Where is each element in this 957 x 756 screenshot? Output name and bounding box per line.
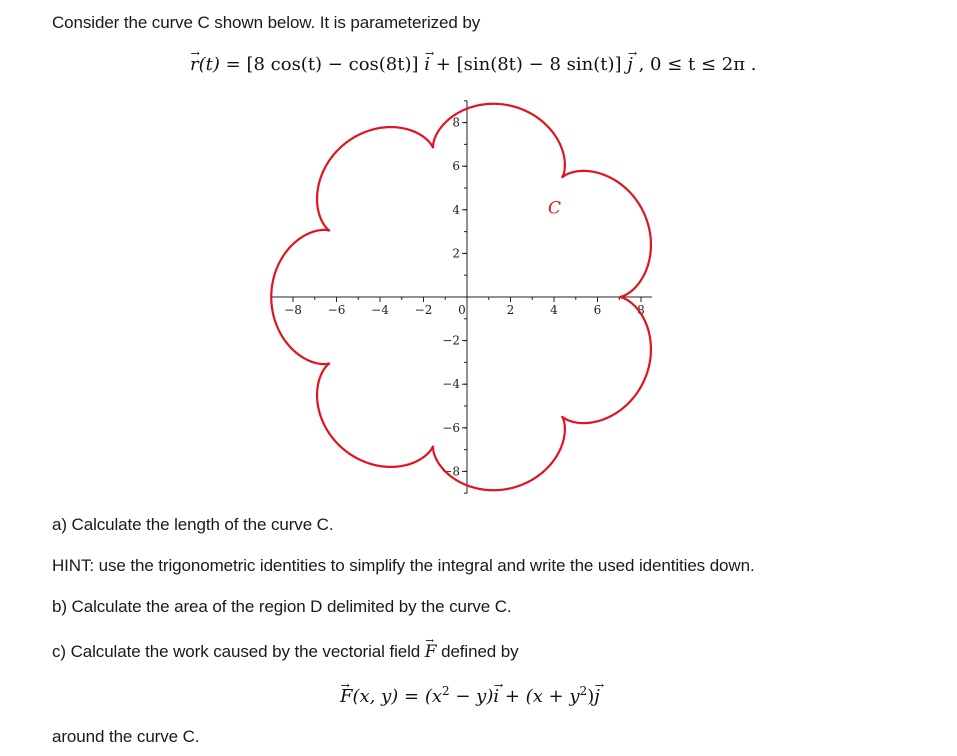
j-unit-vector: → j: [627, 54, 633, 75]
i-unit-vector: → i: [493, 686, 499, 707]
y-tick-label: 8: [452, 115, 460, 130]
vector-field-equation: → F(x, $y) = (x^2 - y)\to i + (x + y^2)\to j$: [340, 684, 600, 707]
y-tick-label: 2: [452, 246, 460, 261]
i-unit-vector: → i: [424, 54, 430, 75]
x-component: [8 cos(t) − cos(8t)]: [246, 54, 419, 75]
y-tick-label: −8: [442, 464, 460, 479]
f-vector-symbol: → F: [340, 686, 353, 707]
parameter-domain: , 0 ≤ t ≤ 2π .: [638, 54, 757, 75]
question-a: a) Calculate the length of the curve C.: [52, 515, 334, 534]
x-tick-label: −8: [284, 303, 302, 317]
x-tick-label: −2: [414, 303, 433, 317]
y-component: [sin(8t) − 8 sin(t)]: [456, 54, 622, 75]
question-c-end: around the curve C.: [52, 727, 200, 746]
plus-sign: +: [435, 54, 451, 75]
x-tick-label: 2: [506, 303, 515, 317]
intro-text: Consider the curve C shown below. It is parameterized by: [52, 13, 481, 32]
x-tick-label: −6: [327, 303, 346, 317]
x-tick-label: 0: [458, 303, 466, 317]
y-tick-label: 6: [452, 159, 460, 174]
y-tick-label: −2: [442, 333, 460, 348]
y-tick-label: 4: [452, 202, 460, 217]
x-tick-label: 6: [593, 303, 602, 317]
plot-axes: [271, 101, 652, 493]
f-vector-symbol: → F: [425, 642, 437, 662]
question-b: b) Calculate the area of the region D delimited by the curve C.: [52, 597, 512, 616]
equals-sign: =: [225, 54, 241, 75]
hint-text: HINT: use the trigonometric identities to simplify the integral and write the used identities down.: [52, 556, 755, 575]
j-unit-vector: → j: [594, 686, 600, 707]
y-tick-label: −4: [442, 377, 460, 392]
x-tick-label: −4: [371, 303, 389, 317]
r-vector-symbol: → r(t): [190, 54, 220, 75]
x-tick-label: 4: [550, 303, 558, 317]
question-c: c) Calculate the work caused by the vectorial field → F defined by: [52, 642, 519, 662]
curve-label: C: [548, 198, 562, 219]
x-tick-label: 8: [637, 303, 645, 317]
y-tick-label: −6: [442, 420, 460, 435]
